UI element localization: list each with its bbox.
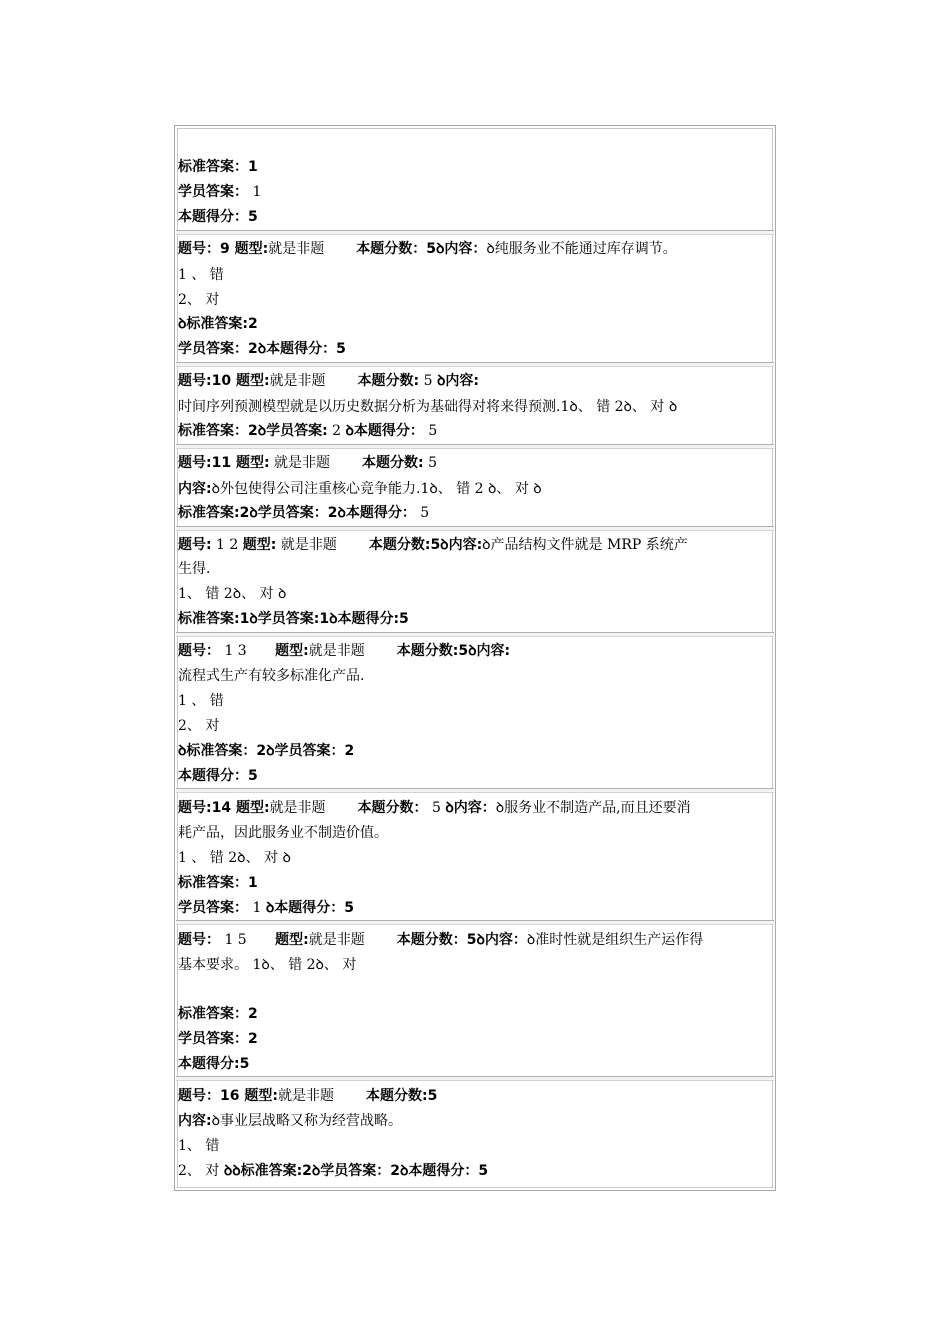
question-header — [178, 798, 691, 818]
student-answer — [178, 898, 354, 918]
question-content: ꝺ产品结构文件就是 MRP 系统产 — [482, 537, 688, 553]
question-content-label: ꝺ内容: — [436, 373, 479, 389]
option-text: 2、 对 — [178, 292, 220, 308]
question-points-value: 5 — [423, 455, 437, 471]
option-text: 2、 对 — [178, 1163, 224, 1179]
question-type: 就是非题 — [269, 455, 331, 471]
question-content-label: 内容: — [178, 1113, 212, 1129]
row-separator — [176, 920, 774, 925]
question-content-text: 时间序列预测模型就是以历史数据分析为基础得对将来得预测.1ꝺ、 错 2ꝺ、 对 ꝺ — [178, 399, 678, 415]
question-content-cont — [178, 955, 356, 975]
question-points-label: 本题分数：5ꝺ内容： — [356, 241, 487, 257]
question-header — [178, 535, 688, 555]
row-separator — [176, 788, 774, 793]
row-separator — [176, 1076, 774, 1081]
question-number-label: 题号: — [178, 537, 212, 553]
question-type: 就是非题 — [268, 241, 325, 257]
question-content-cont — [178, 559, 210, 579]
question-number-label: 题号:10 题型: — [178, 373, 270, 389]
student-answer-label: 学员答案： — [178, 900, 248, 916]
question-content: ꝺ纯服务业不能通过库存调节。 — [486, 241, 677, 257]
question-content: ꝺ准时性就是组织生产运作得 — [526, 932, 704, 948]
question-content-text: ꝺ外包使得公司注重核心竞争能力.1ꝺ、 错 2 ꝺ、 对 ꝺ — [211, 481, 542, 497]
question-score — [178, 207, 258, 227]
question-points-label: 本题分数：5ꝺ内容： — [396, 932, 527, 948]
standard-answer-text: 标准答案：2 — [178, 1006, 258, 1022]
question-header — [178, 641, 510, 661]
question-points-label: 本题分数:5 — [365, 1088, 438, 1104]
question-header — [178, 239, 677, 259]
row-separator — [176, 526, 774, 531]
answer-summary — [178, 1161, 488, 1181]
student-answer — [178, 182, 261, 202]
standard-answer — [178, 157, 258, 177]
row-separator — [176, 444, 774, 449]
option-text: 1、 错 — [178, 1138, 220, 1154]
option-item — [178, 691, 224, 711]
question-type-label: 题型: — [242, 537, 277, 553]
question-content-text: ꝺ事业层战略又称为经营战略。 — [211, 1113, 402, 1129]
question-header — [178, 1086, 437, 1106]
option-text: 1 、 错 — [178, 267, 224, 283]
standard-answer-text: 标准答案：1 — [178, 875, 258, 891]
question-content-text: 生得. — [178, 561, 211, 577]
question-points-label: 本题分数: — [357, 373, 420, 389]
option-item — [178, 848, 291, 868]
question-content — [178, 666, 364, 686]
row-separator — [176, 362, 774, 367]
question-points-label: 本题分数: — [362, 455, 424, 471]
student-answer-text: 学员答案：2 — [178, 1031, 258, 1047]
option-text: 2、 对 — [178, 718, 220, 734]
option-text: 1 、 错 2ꝺ、 对 ꝺ — [178, 850, 291, 866]
question-number: 1 3 — [220, 643, 252, 659]
question-type: 就是非题 — [276, 537, 337, 553]
option-item — [178, 265, 224, 285]
question-points-value: 5 — [427, 800, 446, 816]
question-number-label: 题号：9 题型: — [178, 241, 269, 257]
question-points-value: 5 — [419, 373, 437, 389]
question-number-label: 题号：16 题型: — [178, 1088, 278, 1104]
question-type: 就是非题 — [308, 643, 365, 659]
question-number-label: 题号： — [178, 643, 220, 659]
student-answer-text: 学员答案：2ꝺ本题得分：5 — [178, 341, 346, 357]
question-content-text: 流程式生产有较多标准化产品. — [178, 668, 365, 684]
question-number-label: 题号:11 题型: — [178, 455, 270, 471]
question-content-label: 内容: — [178, 481, 212, 497]
student-answer-value: 1 — [248, 184, 262, 200]
option-text: 1 、 错 — [178, 693, 224, 709]
question-type: 就是非题 — [269, 373, 326, 389]
question-content-text: 耗产品，因此服务业不制造价值。 — [178, 825, 388, 841]
question-type-label: 题型: — [275, 932, 309, 948]
question-points-label: 本题分数:5ꝺ内容: — [368, 537, 483, 553]
row-separator — [176, 632, 774, 637]
option-item — [178, 584, 286, 604]
row-separator — [176, 230, 774, 235]
answer-summary — [178, 503, 429, 523]
student-answer-label: 学员答案： — [178, 184, 248, 200]
question-type: 就是非题 — [277, 1088, 334, 1104]
standard-answer-text: 标准答案：1 — [178, 159, 258, 175]
question-points-label: 本题分数： — [357, 800, 428, 816]
option-item — [178, 290, 219, 310]
question-score-text: 本题得分：5 — [178, 768, 258, 784]
question-content — [178, 397, 677, 417]
standard-answer — [178, 1004, 258, 1024]
standard-answer — [178, 314, 258, 334]
answer-summary-text: 标准答案:1ꝺ学员答案:1ꝺ本题得分:5 — [178, 611, 409, 627]
question-number: 1 5 — [220, 932, 252, 948]
student-answer — [178, 339, 346, 359]
answer-summary — [178, 609, 409, 629]
question-score-label: ꝺ本题得分： — [345, 423, 424, 439]
question-number-label: 题号:14 题型: — [178, 800, 270, 816]
question-score — [178, 1054, 249, 1074]
question-number-label: 题号： — [178, 932, 220, 948]
question-header — [178, 371, 479, 391]
student-answer-value: 1 — [248, 900, 266, 916]
question-content-cont — [178, 823, 388, 843]
student-answer — [178, 1029, 258, 1049]
question-points-label: 本题分数:5ꝺ内容: — [396, 643, 511, 659]
question-content — [178, 479, 542, 499]
standard-answer-text: ꝺ标准答案:2 — [178, 316, 258, 332]
question-score — [178, 766, 258, 786]
answer-summary-text: ꝺꝺ标准答案:2ꝺ学员答案：2ꝺ本题得分：5 — [223, 1163, 489, 1179]
question-score-text: 本题得分：5 — [178, 209, 258, 225]
question-content — [178, 1111, 402, 1131]
option-item — [178, 716, 219, 736]
question-header — [178, 453, 437, 473]
answer-summary-label: 标准答案:2ꝺ学员答案：2ꝺ本题得分： — [178, 505, 416, 521]
option-item — [178, 1136, 219, 1156]
question-score-text: ꝺ本题得分：5 — [265, 900, 354, 916]
question-content-text: 基本要求。 1ꝺ、 错 2ꝺ、 对 — [178, 957, 357, 973]
question-score-text: 本题得分:5 — [178, 1056, 250, 1072]
question-number: 1 2 — [211, 537, 243, 553]
question-header — [178, 930, 703, 950]
question-score-value: 5 — [423, 423, 438, 439]
question-content-label: ꝺ内容： — [445, 800, 496, 816]
question-type: 就是非题 — [269, 800, 326, 816]
answer-summary — [178, 741, 354, 761]
answer-summary — [178, 421, 437, 441]
question-content: ꝺ服务业不制造产品,而且还要消 — [495, 800, 691, 816]
student-answer-value: 2 — [327, 423, 346, 439]
question-type-label: 题型: — [275, 643, 309, 659]
question-score-value: 5 — [415, 505, 430, 521]
option-text: 1、 错 2ꝺ、 对 ꝺ — [178, 586, 287, 602]
question-type: 就是非题 — [308, 932, 365, 948]
answer-summary-label: 标准答案：2ꝺ学员答案: — [178, 423, 328, 439]
standard-answer — [178, 873, 258, 893]
answer-summary-text: ꝺ标准答案：2ꝺ学员答案：2 — [178, 743, 355, 759]
